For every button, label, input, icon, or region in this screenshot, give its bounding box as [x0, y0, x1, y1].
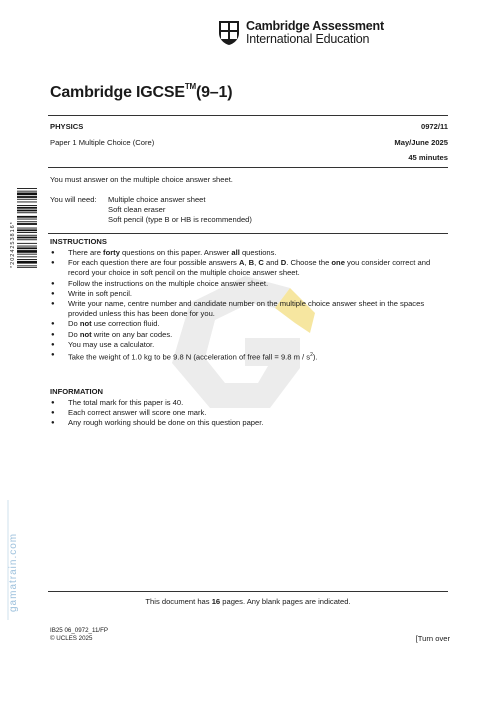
exam-title: [50, 84, 232, 102]
you-will-need-list: [108, 195, 252, 226]
information-heading: INFORMATION: [50, 387, 104, 396]
instruction-item: ● For each question there are four possible answers A, B, C and D. Choose the one you consider correct and record your choice in soft pencil on the multiple choice answer sheet.: [50, 258, 450, 278]
divider-session: [48, 167, 448, 168]
divider-instructions: [48, 233, 448, 234]
watermark-side-text: [2, 500, 24, 620]
instruction-item: ● Write in soft pencil.: [50, 289, 450, 299]
information-item: ● Each correct answer will score one mark.: [50, 408, 450, 418]
page-count-note: This document has 16 pages. Any blank pages are indicated.: [145, 597, 351, 606]
watermark-side-label: gamatrain.com: [8, 532, 19, 612]
instruction-item: ● You may use a calculator.: [50, 340, 450, 350]
subject: PHYSICS: [50, 122, 84, 131]
instruction-item: ● Do not use correction fluid.: [50, 319, 450, 329]
cambridge-shield-icon: [218, 20, 240, 46]
footer-ref-block: [50, 627, 108, 643]
instruction-item: ● Write your name, centre number and candidate number on the multiple choice answer sheet in the spaces provided unless this has been done for you.: [50, 299, 450, 319]
logo-line-2: International Education: [246, 32, 370, 46]
paper-code: 0972/11: [420, 122, 448, 131]
you-will-need-label: You will need:: [50, 195, 97, 204]
need-item: Multiple choice answer sheet: [108, 195, 206, 204]
exam-duration: 45 minutes: [408, 153, 448, 162]
logo-line-1: Cambridge Assessment: [246, 19, 384, 33]
information-item: ● The total mark for this paper is 40.: [50, 398, 450, 408]
instruction-item: ● There are forty questions on this paper. Answer all questions.: [50, 248, 450, 258]
barcode-number: *2024253816*: [10, 221, 16, 268]
exam-title-text: Cambridge IGCSE: [50, 84, 185, 101]
instructions-list: [50, 248, 450, 363]
information-item: ● Any rough working should be done on this question paper.: [50, 418, 450, 428]
divider-top: [48, 115, 448, 116]
cambridge-logo: [218, 20, 384, 46]
barcode: [17, 188, 37, 268]
instruction-item: ● Follow the instructions on the multiple choice answer sheet.: [50, 279, 450, 289]
information-list: [50, 398, 450, 429]
instructions-heading: INSTRUCTIONS: [50, 237, 107, 246]
answer-note: You must answer on the multiple choice answer sheet.: [50, 175, 233, 184]
turn-over: [Turn over: [415, 634, 450, 643]
need-item: Soft clean eraser: [108, 205, 166, 215]
exam-title-suffix: (9–1): [195, 84, 233, 101]
exam-title-mark: TM: [184, 82, 196, 91]
divider-footer: [48, 591, 448, 592]
instruction-item: ● Do not write on any bar codes.: [50, 330, 450, 340]
paper-reference: IB25 06_0972_11/FP: [50, 627, 109, 634]
paper-name: Paper 1 Multiple Choice (Core): [50, 138, 155, 147]
need-item: Soft pencil (type B or HB is recommended): [108, 215, 252, 225]
copyright: © UCLES 2025: [50, 635, 93, 642]
instruction-item: ● Take the weight of 1.0 kg to be 9.8 N (acceleration of free fall = 9.8 m / $s^2$).: [50, 350, 450, 363]
exam-session: May/June 2025: [394, 138, 448, 147]
